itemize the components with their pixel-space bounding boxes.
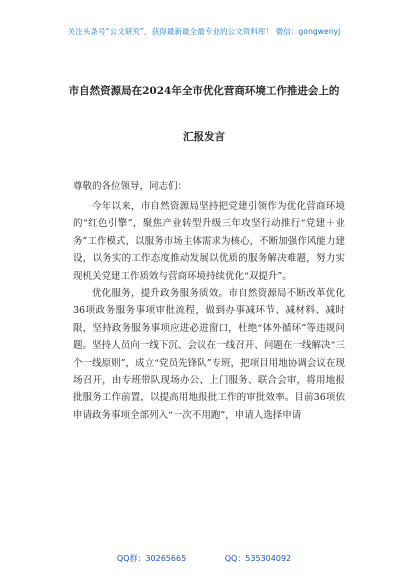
footer-qq-group: QQ群：30265665: [116, 554, 187, 563]
footer-contact: [0, 553, 408, 564]
body-paragraph: 优化服务，提升政务服务质效。市自然资源局不断改革优化36项政务服务事项审批流程，做到办事减环节、减材料、减时限，坚持政务服务事项应进必进窗口，杜绝“体外循环”等违规问题。坚持人员向一线下沉、会议在一线召开、问题在一线解决“三个一线原则”，成立“党员先锋队”专班，把项目用地协调会议在现场召开，由专班带队现场办公、上门服务、联合会审，将用地报批服务工作前置，以提高用地报批工作的审批效率。目前36项依申请政务事项全部列入“一次不用跑”，申请人选择申请: [73, 288, 345, 421]
document-body: [73, 198, 345, 424]
document-subtitle: 汇报发言: [183, 131, 225, 143]
footer-qq: QQ：535304092: [224, 554, 292, 563]
body-paragraph: 今年以来，市自然资源局坚持把党建引领作为优化营商环境的“红色引擎”，聚焦产业转型升级三年攻坚行动推行“党建＋业务”工作模式，以服务市场主体需求为核心，不断加强作风能力建设，以务实的工作态度推动发展以优质的服务解决难题，努力实现机关党建工作质效与营商环境持续优化“双提升”。: [73, 201, 345, 282]
salutation: 尊敬的各位领导，同志们：: [73, 181, 188, 192]
document-title: 市自然资源局在2024年全市优化营商环境工作推进会上的: [68, 85, 340, 97]
header-banner: 关注头条号“公文研究”，获得最新最全最专业的公文资料库！ 微信：gongwenyj: [67, 27, 341, 36]
